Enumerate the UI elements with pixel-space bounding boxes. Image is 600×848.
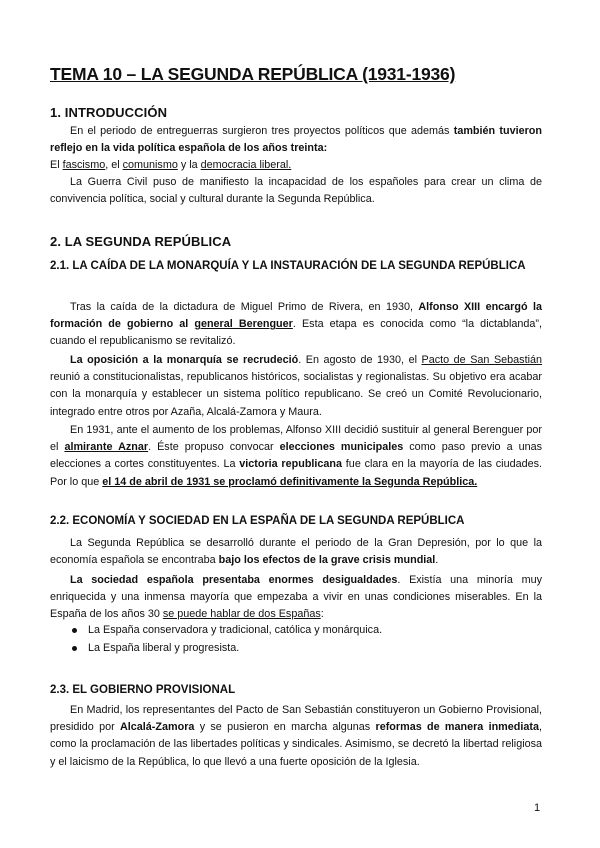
paragraph-2-2-b: La sociedad española presentaba enormes desigualdades. Existía una minoría muy enriquecida y una inmensa mayoría que empezaba a vivir en unas condiciones miserables. En la España de los años 30 se puede hablar de dos Españas: [50,574,542,621]
paragraph-2-1-b: La oposición a la monarquía se recrudeció. En agosto de 1930, el Pacto de San Sebastián reunió a constitucionalistas, republicanos históricos, socialistas y regionalistas. Su objetivo era acabar con la monarquía y establecer un sistema político republicano. Se creó un Comité Revolucionario, integrado entre otros por Azaña, Alcalá-Zamora y Maura. [50,354,542,418]
paragraph-intro-2: El fascismo, el comunismo y la democracia liberal. [50,159,292,171]
paragraph-intro-1: En el periodo de entreguerras surgieron tres proyectos políticos que además también tuvieron reflejo en la vida política española de los años treinta: [50,125,542,155]
subsection-heading-2-1: 2.1. LA CAÍDA DE LA MONARQUÍA Y LA INSTAURACIÓN DE LA SEGUNDA REPÚBLICA [50,260,526,272]
paragraph-2-1-a: Tras la caída de la dictadura de Miguel Primo de Rivera, en 1930, Alfonso XIII encargó la formación de gobierno al general Berenguer. Esta etapa es conocida como “la dictablanda”, cuando el republicanismo se revitalizó. [50,301,543,348]
section-heading-introduccion: 1. INTRODUCCIÓN [50,105,168,120]
paragraph-2-2-a: La Segunda República se desarrolló durante el periodo de la Gran Depresión, por lo que la economía española se encontraba bajo los efectos de la grave crisis mundial. [50,537,542,567]
bullet-list-dos-espanas [50,622,382,657]
page-number: 1 [534,802,541,814]
subsection-heading-2-3: 2.3. EL GOBIERNO PROVISIONAL [50,684,236,696]
bullet-icon [72,646,77,651]
subsection-heading-2-2: 2.2. ECONOMÍA Y SOCIEDAD EN LA ESPAÑA DE LA SEGUNDA REPÚBLICA [50,515,465,527]
paragraph-intro-3: La Guerra Civil puso de manifiesto la incapacidad de los españoles para crear un clima de convivencia política, social y cultural durante la Segunda República. [50,176,542,206]
section-heading-segunda-republica: 2. LA SEGUNDA REPÚBLICA [50,234,232,249]
page-title: TEMA 10 – LA SEGUNDA REPÚBLICA (1931-1936) [50,64,456,84]
paragraph-2-3: En Madrid, los representantes del Pacto de San Sebastián constituyeron un Gobierno Provisional, presidido por Alcalá-Zamora y se pusieron en marcha algunas reformas de manera inmediata, como la proclamación de las libertades políticas y sindicales. Asimismo, se decretó la libertad religiosa y el laicismo de la República, lo que llevó a una fuerte oposición de la Iglesia. [50,704,542,768]
list-item: La España conservadora y tradicional, católica y monárquica. [50,622,382,640]
list-item: La España liberal y progresista. [50,640,382,658]
bullet-icon [72,628,77,633]
paragraph-2-1-c: En 1931, ante el aumento de los problemas, Alfonso XIII decidió sustituir al general Berenguer por el almirante Aznar. Éste propuso convocar elecciones municipales como paso previo a unas elecciones a cortes constituyentes. La victoria republicana fue clara en la mayoría de las ciudades. Por lo que el 14 de abril de 1931 se proclamó definitivamente la Segunda República. [50,424,543,488]
